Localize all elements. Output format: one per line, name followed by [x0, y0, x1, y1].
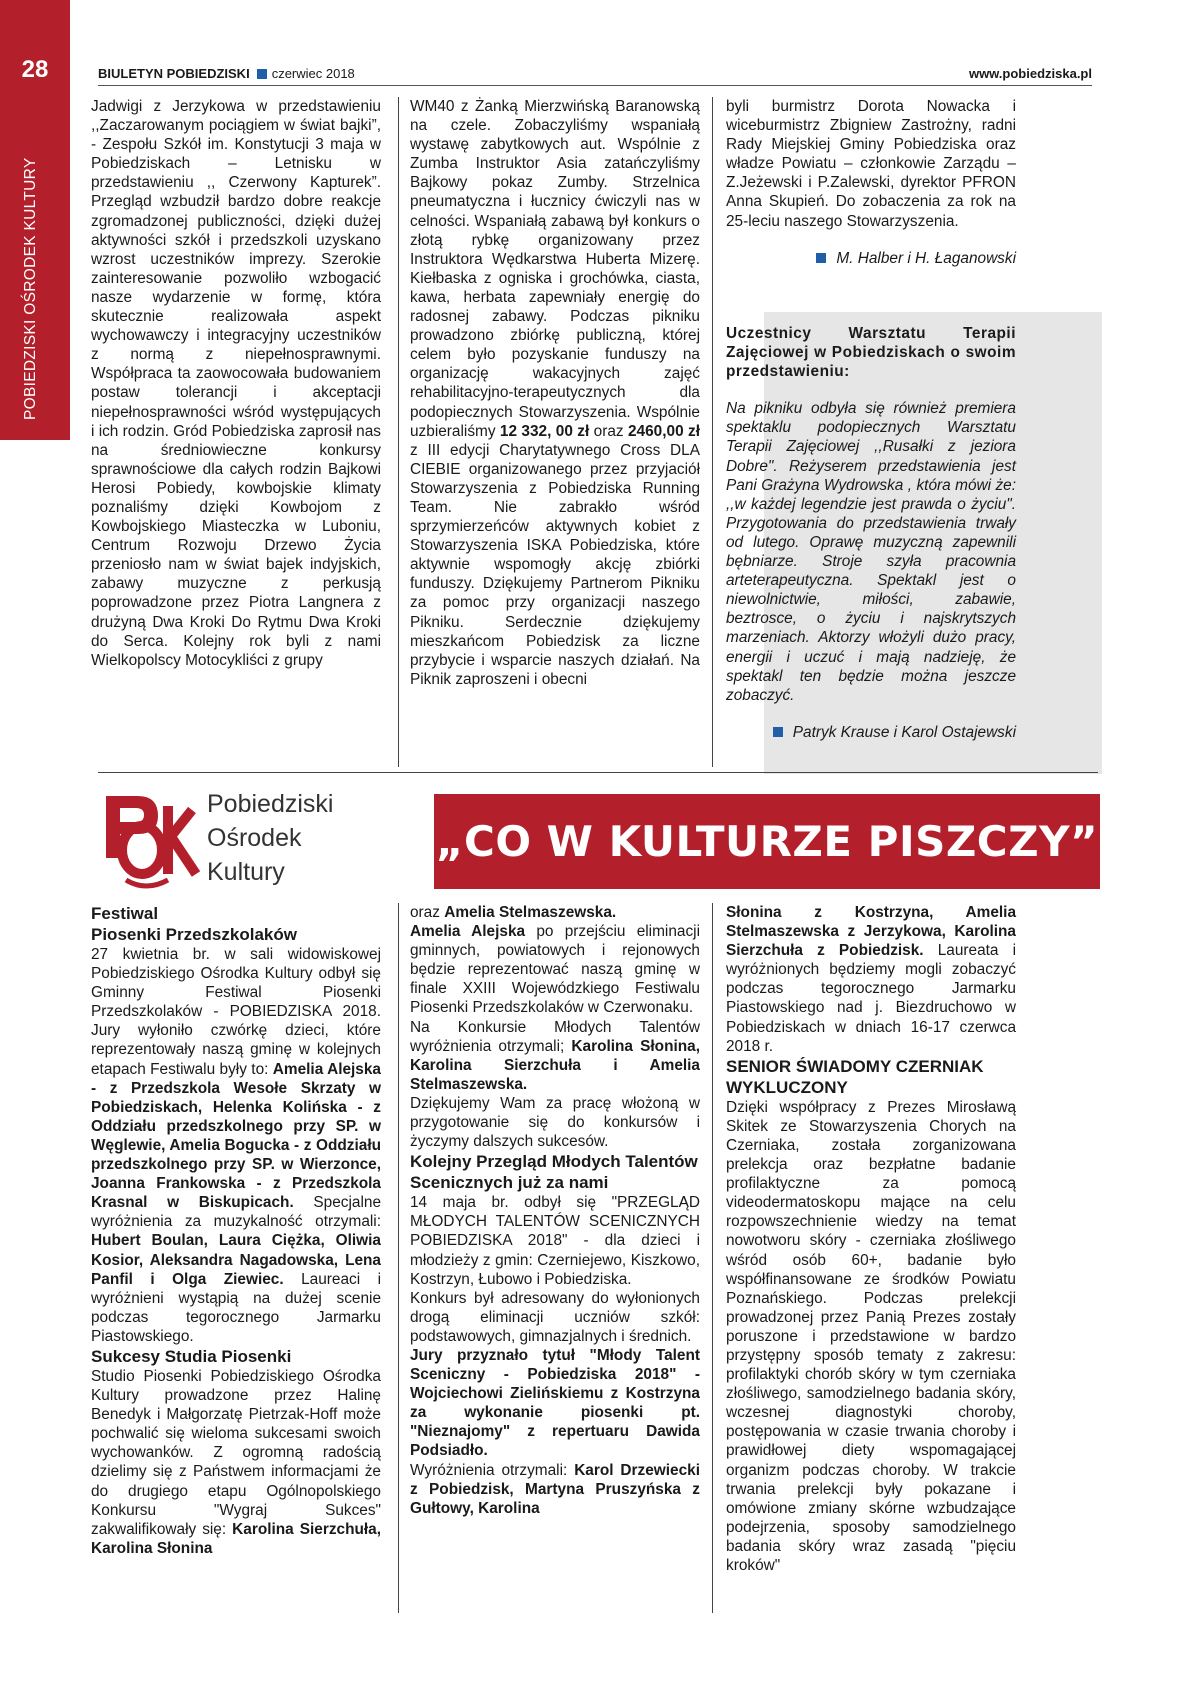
talents-text: Na Konkursie Młodych Talentów wyróżnienia otrzymali; Karolina Słonina, Karolina Sierzchuła i Amelia Stelmaszewska.: [410, 1018, 700, 1093]
page-number: 28: [21, 56, 49, 83]
amount-1: 12 332, 00 zł: [499, 422, 590, 440]
studio-heading: Sukcesy Studia Piosenki: [91, 1346, 292, 1366]
top-column-3: [726, 97, 1016, 268]
grey-box-body: Na pikniku odbyła się również premiera spektaklu podopiecznych Warsztatu Terapii Zajęciowej ,,Rusałki z jeziora Dobre". Reżyserem przedstawienia jest Pani Grażyna Wydrowska , która mówi że: ,,w każdej legendzie jest prawda o życiu". Przygotowania do przedstawienia trwały od lutego. Oprawę muzyczną zapewnili bębniarze. Stroje szyła pracownia arteterapeutyczna. Spektakl jest o niewolnictwie, miłości, zabawie, beztrosce, o życiu i najskrytszych marzeniach. Aktorzy włożyli dużo pracy, energii i uczuć i mają nadzieję, że spektakl ten będzie można jeszcze zobaczyć.: [726, 400, 1016, 704]
column-divider: [398, 97, 399, 767]
header-rule: [98, 85, 1092, 86]
column-divider: [398, 903, 399, 1613]
logo-line-1: Pobiedziski: [207, 790, 334, 818]
review-text-1: 14 maja br. odbył się "PRZEGLĄD MŁODYCH TALENTÓW SCENICZNYCH POBIEDZISKA 2018" - dla dzieci i młodzieży z gmin: Czerniejewo, Kiszkowo, Kostrzyn, Łubowo i Pobiedziska.: [410, 1194, 700, 1288]
pok-logo-icon: [98, 788, 206, 898]
logo-line-2: Ośrodek: [207, 824, 302, 852]
grey-box-content: [726, 324, 1016, 742]
pok-logo: [98, 788, 206, 898]
author-square-icon: [816, 253, 826, 263]
logo-line-3: Kultury: [207, 858, 285, 886]
review-heading: Kolejny Przegląd Młodych Talentów Scenicznych już za nami: [410, 1152, 698, 1193]
awards-text: Wyróżnienia otrzymali: Karol Drzewiecki z Pobiedzisk, Martyna Pruszyńska z Gułtowy, Karolina: [410, 1461, 700, 1517]
col2-intro: oraz Amelia Stelmaszewska.: [410, 904, 617, 921]
senior-heading: SENIOR ŚWIADOMY CZERNIAK WYKLUCZONY: [726, 1056, 984, 1097]
top-column-2: [410, 97, 700, 689]
column-divider: [712, 97, 713, 767]
header-square-icon: [257, 69, 267, 79]
publication-name: BIULETYN POBIEDZISKI: [98, 66, 250, 81]
bottom-column-3: [726, 903, 1016, 1575]
jury-text: Jury przyznało tytuł "Młody Talent Sceniczny - Pobiedziska 2018" - Wojciechowi Zielińskiemu z Kostrzyna za wykonanie piosenki pt. "Nieznajomy" z repertuaru Dawida Podsiadło.: [410, 1346, 700, 1460]
review-text-2: Konkurs był adresowany do wyłonionych drogą eliminacji uczniów szkół: podstawowych, gimnazjalnych i średnich.: [410, 1289, 700, 1345]
top-col1-text: Jadwigi z Jerzykowa w przedstawieniu ,,Zaczarowanym pociągiem w świat bajki”, - Zespołu Szkół im. Konstytucji 3 maja w Pobiedziskach – Letnisku w przedstawieniu ,, Czerwony Kapturek”. Przegląd wzbudził bardzo dobre reakcje zgromadzonej publiczności, dzięki dużej aktywności szkół i przedszkoli uzyskano wzrost uczestników imprezy. Szerokie zainteresowanie pozwoliło wzbogacić nasze wydarzenie w formę, która skutecznie realizowała aspekt wychowawczy i integracyjny uczestników z normą z niepełnosprawnymi. Współpraca ta zaowocowała budowaniem postaw tolerancji i akceptacji niepełnosprawności wśród występujących i ich rodzin. Gród Pobiedziska zaprosił nas na średniowieczne konkursy sprawnościowe dla całych rodzin Bajkowi Herosi Pobiedy, kowbojskie klimaty poznaliśmy dzięki Kowbojom z Kowbojskiego Miasteczka w Luboniu, Centrum Rozwoju Drzewo Życia przeniosło nam w świat bajek indyjskich, zabawy muzyczne z perkusją poprowadzone przez Piotra Langnera z drużyną Dwa Kroki Do Rytmu Dwa Kroki do Serca. Kolejny rok byli z nami Wielkopolscy Motocykliści z grupy: [91, 98, 381, 669]
side-section-label: POBIEDZISKI OŚRODEK KULTURY: [22, 157, 39, 420]
festival-heading: Festiwal Piosenki Przedszkolaków: [91, 904, 297, 944]
top-col2-text: WM40 z Żanką Mierzwińską Baranowską na czele. Zobaczyliśmy wspaniałą wystawę zabytkowych aut. Wspólnie z Zumba Instruktor Asia zatańczyliśmy Bajkowy pokaz Zumby. Strzelnica pneumatyczna i łucznicy ćwiczyli nas w celności. Wspaniałą zabawą był konkurs o złotą rybkę organizowany przez Instruktora Wędkarstwa Huberta Mizerę. Kiełbaska z ogniska i grochówka, ciasta, kawa, herbata zapewniały energię do radosnej zabawy. Podczas pikniku prowadzono zbiórkę publiczną, której celem było pozyskanie funduszy na organizację wakacyjnych zajęć rehabilitacyjno-terapeutycznych dla podopiecznych Stowarzyszenia. Wspólnie uzbieraliśmy 12 332, 00 zł oraz 2460,00 zł z III edycji Charytatywnego Cross DLA CIEBIE organizowanego przez przyjaciół Stowarzyszenia z Pobiedziska Running Team. Nie zabrakło wśród sprzymierzeńców aktywnych kobiet z Stowarzyszenia ISKA Pobiedziska, które aktywnie wspomogły akcję zbiórki funduszy. Dziękujemy Partnerom Pikniku za pomoc przy organizacji naszego Pikniku. Serdecznie dziękujemy mieszkańcom Pobiedzisk za liczne przybycie i wsparcie naszych działań. Na Piknik zaproszeni i obecni: [410, 98, 700, 688]
studio-text: Studio Piosenki Pobiedziskiego Ośrodka Kultury prowadzone przez Halinę Benedyk i Małgorzatę Pietrzak-Hoff może pochwalić się wieloma sukcesami swoich wychowanków. Z ogromną radością dzielimy się z Państwem informacjami że do drugiego etapu Ogólnopolskiego Konkursu "Wygraj Sukces" zakwalifikowały się: Karolina Sierzchuła, Karolina Słonina: [91, 1367, 381, 1557]
website-link[interactable]: www.pobiedziska.pl: [968, 66, 1092, 81]
thanks-text: Dziękujemy Wam za pracę włożoną w przygotowanie się do konkursów i życzymy dalszych sukcesów.: [410, 1094, 700, 1151]
column-divider: [712, 903, 713, 1613]
issue-date: czerwiec 2018: [271, 66, 355, 81]
section-banner: „CO W KULTURZE PISZCZY”: [434, 794, 1100, 889]
running-header: [98, 66, 1092, 86]
col3-author: M. Halber i H. Łaganowski: [726, 249, 1016, 268]
senior-text: Dzięki współpracy z Prezes Mirosławą Skitek ze Stowarzyszenia Chorych na Czerniaka, została zorganizowana prelekcja oraz bezpłatne badanie profilaktyczne za pomocą videodermatoskopu mające na celu rozpowszechnienie wiedzy na temat nowotworu skóry - czerniaka złośliwego wśród osób 60+, badanie było współfinansowane ze środków Powiatu Poznańskiego. Podczas prelekcji prowadzonej przez Panią Prezes zostały poruszone i przedstawione w bardzo przystępny sposób tematy z zakresu: profilaktyki chorób skóry w tym czerniaka złośliwego, samodzielnego badania skóry, wczesnej diagnostyki choroby, postępowania w czasie trwania choroby i prawidłowej diety wspomagającej organizm podczas choroby. W trakcie trwania prelekcji były pokazane i omówione zmiany skórne wzbudzające podejrzenia, sposoby samodzielnego badania skóry wraz zasadą "pięciu kroków": [726, 1098, 1016, 1574]
laureates-text: Słonina z Kostrzyna, Amelia Stelmaszewska z Jerzykowa, Karolina Sierzchuła z Pobiedzisk. Laureata i wyróżnionych będziemy mogli zobaczyć podczas tegorocznego Jarmarku Piastowskiego nad j. Biezdruchowo w Pobiedziskach w dniach 16-17 czerwca 2018 r.: [726, 904, 1017, 1055]
top-col3-text: byli burmistrz Dorota Nowacka i wiceburmistrz Zbigniew Zastrożny, radni Rady Miejskiej Gminy Pobiedziska oraz władze Powiatu – członkowie Zarządu – Z.Jeżewski i P.Zalewski, dyrektor PFRON Anna Skupień. Do zobaczenia za rok na 25-leciu naszego Stowarzyszenia.: [726, 98, 1016, 230]
grey-box-title: Uczestnicy Warsztatu Terapii Zajęciowej w Pobiedziskach o swoim przedstawieniu:: [726, 325, 1016, 381]
top-column-1: [91, 97, 381, 670]
author-square-icon: [773, 727, 783, 737]
amount-2: 2460,00 zł: [628, 422, 700, 440]
section-divider: [98, 772, 1098, 773]
alejska-text: Amelia Alejska po przejściu eliminacji gminnych, powiatowych i rejonowych będzie reprezentować naszą gminę w finale XXIII Wojewódzkiego Festiwalu Piosenki Przedszkolaków w Czerwonaku.: [410, 923, 700, 1017]
bottom-column-2: [410, 903, 700, 1518]
pok-logo-text: [207, 787, 417, 889]
bottom-column-1: [91, 903, 381, 1558]
grey-box-author: Patryk Krause i Karol Ostajewski: [726, 723, 1016, 742]
festival-text: 27 kwietnia br. w sali widowiskowej Pobiedziskiego Ośrodka Kultury odbył się Gminny Festiwal Piosenki Przedszkolaków - POBIEDZISKA 2018. Jury wyłoniło czwórkę dzieci, które reprezentowały naszą gminę w kolejnych etapach Festiwalu były to: Amelia Alejska - z Przedszkola Wesołe Skrzaty w Pobiedziskach, Helenka Kolińska - z Oddziału przedszkolnego przy SP. w Węglewie, Amelia Bogucka - z Oddziału przedszkolnego przy SP. w Wierzonce, Joanna Frankowska - z Przedszkola Krasnal w Biskupicach. Specjalne wyróżnienia za muzykalność otrzymali: Hubert Boulan, Laura Ciężka, Oliwia Kosior, Aleksandra Nagadowska, Lena Panfil i Olga Ziewiec. Laureaci i wyróżnieni wystąpią na dużej scenie podczas tegorocznego Jarmarku Piastowskiego.: [91, 946, 382, 1345]
